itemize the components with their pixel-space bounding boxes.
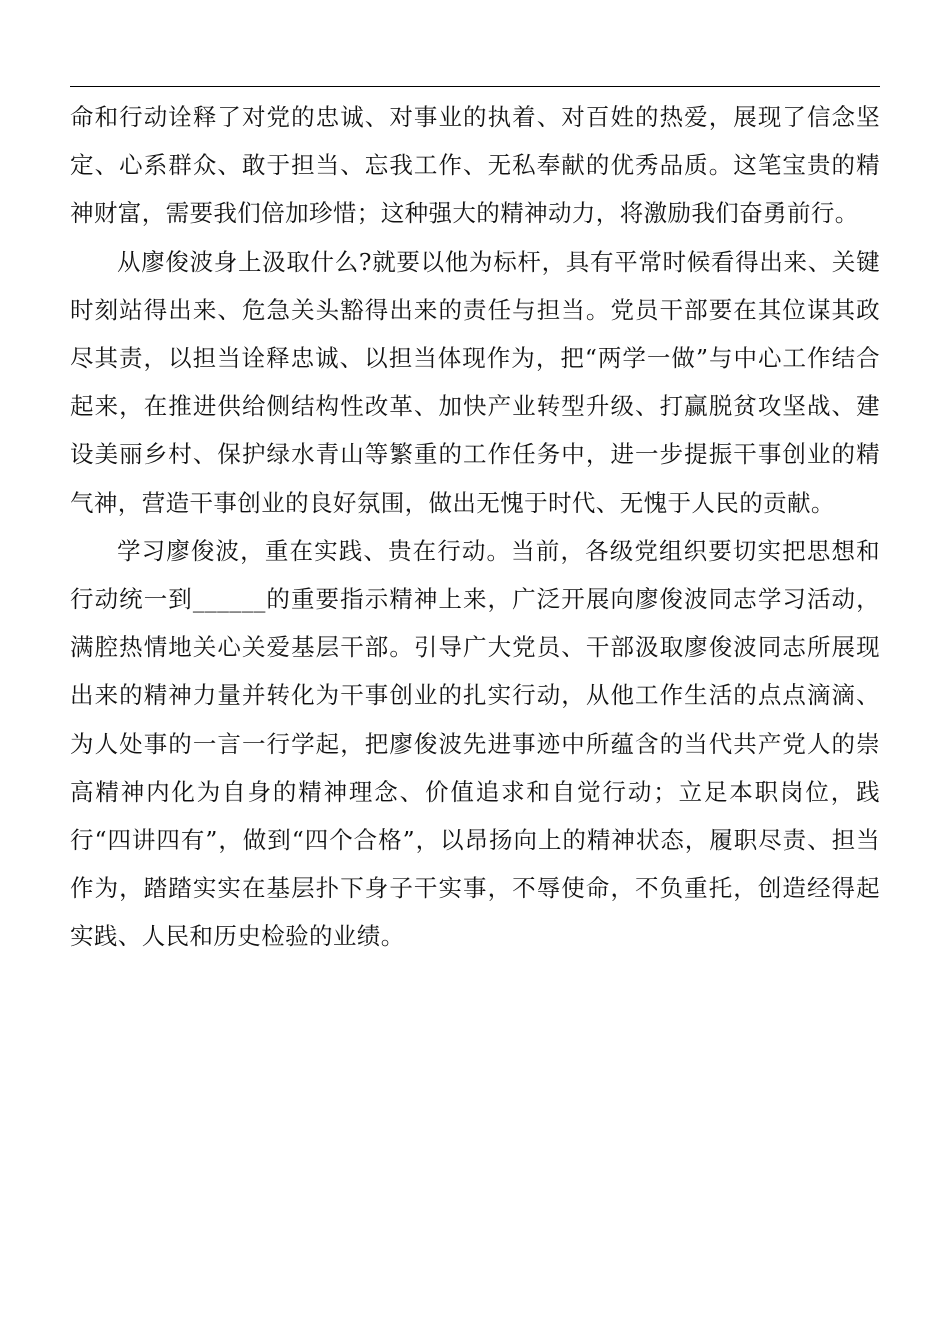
document-body (70, 93, 880, 961)
paragraph-practice: 学习廖俊波，重在实践、贵在行动。当前，各级党组织要切实把思想和行动统一到______的重要指示精神上来，广泛开展向廖俊波同志学习活动，满腔热情地关心关爱基层干部。引导广大党员、干部汲取廖俊波同志所展现出来的精神力量并转化为干事创业的扎实行动，从他工作生活的点点滴滴、为人处事的一言一行学起，把廖俊波先进事迹中所蕴含的当代共产党人的崇高精神内化为自身的精神理念、价值追求和自觉行动；立足本职岗位，践行“四讲四有”，做到“四个合格”，以昂扬向上的精神状态，履职尽责、担当作为，踏踏实实在基层扑下身子干实事，不辱使命，不负重托，创造经得起实践、人民和历史检验的业绩。 (70, 536, 880, 951)
paragraph-learn-from: 从廖俊波身上汲取什么?就要以他为标杆，具有平常时候看得出来、关键时刻站得出来、危急关头豁得出来的责任与担当。党员干部要在其位谋其政尽其责，以担当诠释忠诚、以担当体现作为，把“两学一做”与中心工作结合起来，在推进供给侧结构性改革、加快产业转型升级、打赢脱贫攻坚战、建设美丽乡村、保护绿水青山等繁重的工作任务中，进一步提振干事创业的精气神，营造干事创业的良好氛围，做出无愧于时代、无愧于人民的贡献。 (70, 247, 880, 517)
header-rule (70, 86, 880, 87)
paragraph-continued: 命和行动诠释了对党的忠诚、对事业的执着、对百姓的热爱，展现了信念坚定、心系群众、敢于担当、忘我工作、无私奉献的优秀品质。这笔宝贵的精神财富，需要我们倍加珍惜；这种强大的精神动力，将激励我们奋勇前行。 (70, 103, 880, 228)
